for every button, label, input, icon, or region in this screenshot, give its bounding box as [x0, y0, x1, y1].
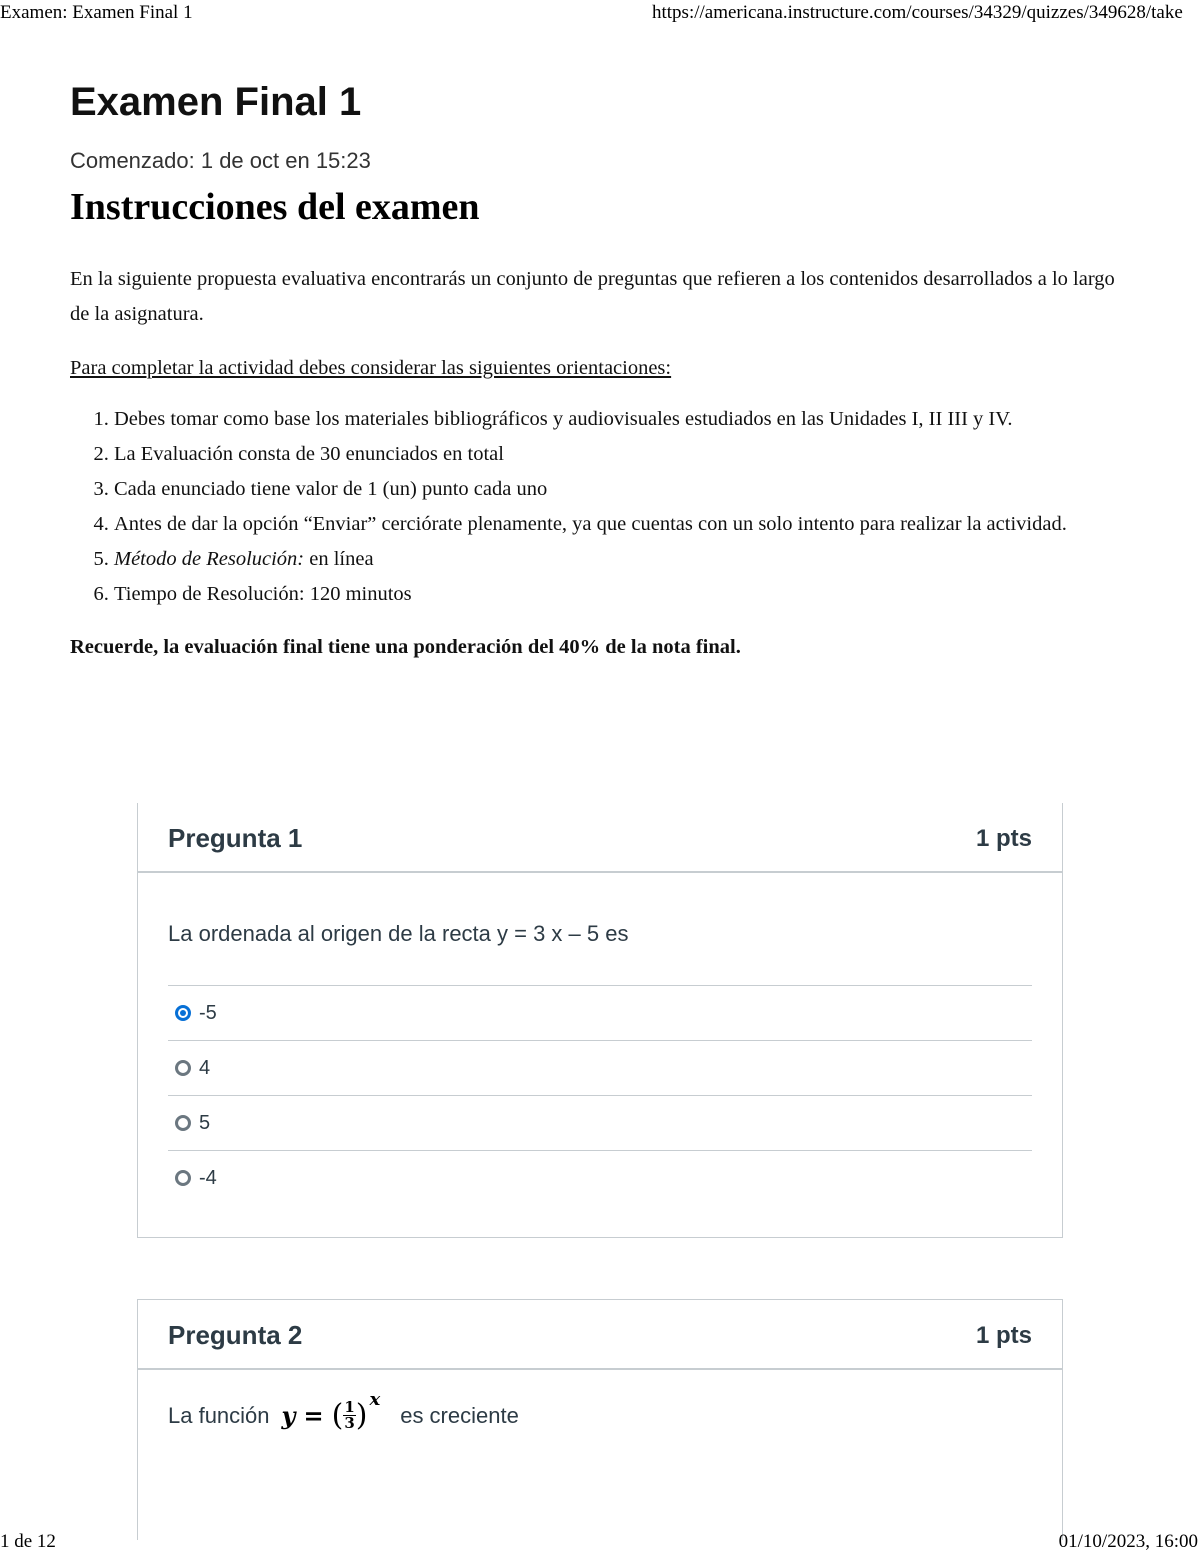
answer-list: [168, 985, 1032, 1205]
instructions-title: Instrucciones del examen: [70, 186, 480, 228]
orientations-heading: Para completar la actividad debes considerar las siguientes orientaciones:: [70, 357, 672, 379]
instruction-item: [114, 542, 1130, 577]
started-timestamp: Comenzado: 1 de oct en 15:23: [70, 148, 371, 173]
print-datetime: 01/10/2023, 16:00: [1058, 1531, 1198, 1552]
answer-option[interactable]: [168, 985, 1032, 1040]
method-label: Método de Resolución:: [114, 548, 305, 570]
radio-icon[interactable]: [175, 1115, 191, 1131]
print-header: [0, 2, 1200, 24]
math-numerator: 1: [344, 1398, 355, 1416]
quiz-content: [70, 78, 1130, 665]
math-equals: =: [303, 1401, 324, 1430]
question-text-before: La función: [168, 1402, 270, 1428]
answer-option[interactable]: [168, 1095, 1032, 1150]
method-value: en línea: [304, 548, 374, 570]
question-2: [137, 1299, 1063, 1540]
instruction-item: 1. Debes tomar como base los materiales bibliográficos y audiovisuales estudiados en las Unidades I, II III y IV.: [114, 402, 1130, 437]
question-points: 1 pts: [975, 825, 1032, 852]
instructions-intro: En la siguiente propuesta evaluativa encontrarás un conjunto de preguntas que refieren a los contenidos desarrollados a lo largo de la asignatura.: [70, 268, 1115, 325]
instruction-item: 2. La Evaluación consta de 30 enunciados en total: [114, 437, 1130, 472]
answer-label: 5: [199, 1111, 211, 1134]
math-y: y: [281, 1401, 296, 1430]
instructions-body: [70, 262, 1130, 665]
answer-option[interactable]: [168, 1150, 1032, 1205]
question-text: La ordenada al origen de la recta y = 3 x – 5 es: [168, 921, 629, 946]
math-denominator: 3: [344, 1414, 355, 1432]
instruction-item: 6. Tiempo de Resolución: 120 minutos: [114, 577, 1130, 612]
answer-label: -4: [199, 1166, 217, 1189]
radio-selected-icon[interactable]: [175, 1005, 191, 1021]
instructions-list: [70, 402, 1130, 612]
print-page-title: Examen: Examen Final 1: [0, 2, 193, 23]
radio-icon[interactable]: [175, 1170, 191, 1186]
math-exponent: x: [369, 1389, 381, 1410]
question-header: [138, 803, 1062, 873]
answer-label: 4: [199, 1056, 211, 1079]
answer-label: -5: [199, 1001, 217, 1024]
print-page-number: 1 de 12: [0, 1531, 56, 1552]
grading-note: Recuerde, la evaluación final tiene una ponderación del 40% de la nota final.: [70, 636, 741, 658]
question-1: [137, 803, 1063, 1238]
question-header: [138, 1300, 1062, 1370]
instruction-item: 4. Antes de dar la opción “Enviar” cerciórate plenamente, ya que cuentas con un solo intento para realizar la actividad.: [114, 507, 1130, 542]
math-paren-close: ): [355, 1398, 368, 1433]
question-title: Pregunta 1: [168, 823, 303, 853]
math-formula: [281, 1389, 381, 1433]
quiz-title: Examen Final 1: [70, 80, 362, 124]
print-url: https://americana.instructure.com/courses/34329/quizzes/349628/take: [652, 2, 1183, 23]
math-paren-open: (: [331, 1398, 344, 1433]
instruction-item: 3. Cada enunciado tiene valor de 1 (un) punto cada uno: [114, 472, 1130, 507]
question-points: 1 pts: [975, 1322, 1032, 1349]
math-fraction: [343, 1400, 355, 1431]
question-title: Pregunta 2: [168, 1320, 303, 1350]
question-text: [168, 1389, 519, 1433]
question-text-after: es creciente: [400, 1402, 519, 1428]
answer-option[interactable]: [168, 1040, 1032, 1095]
radio-icon[interactable]: [175, 1060, 191, 1076]
